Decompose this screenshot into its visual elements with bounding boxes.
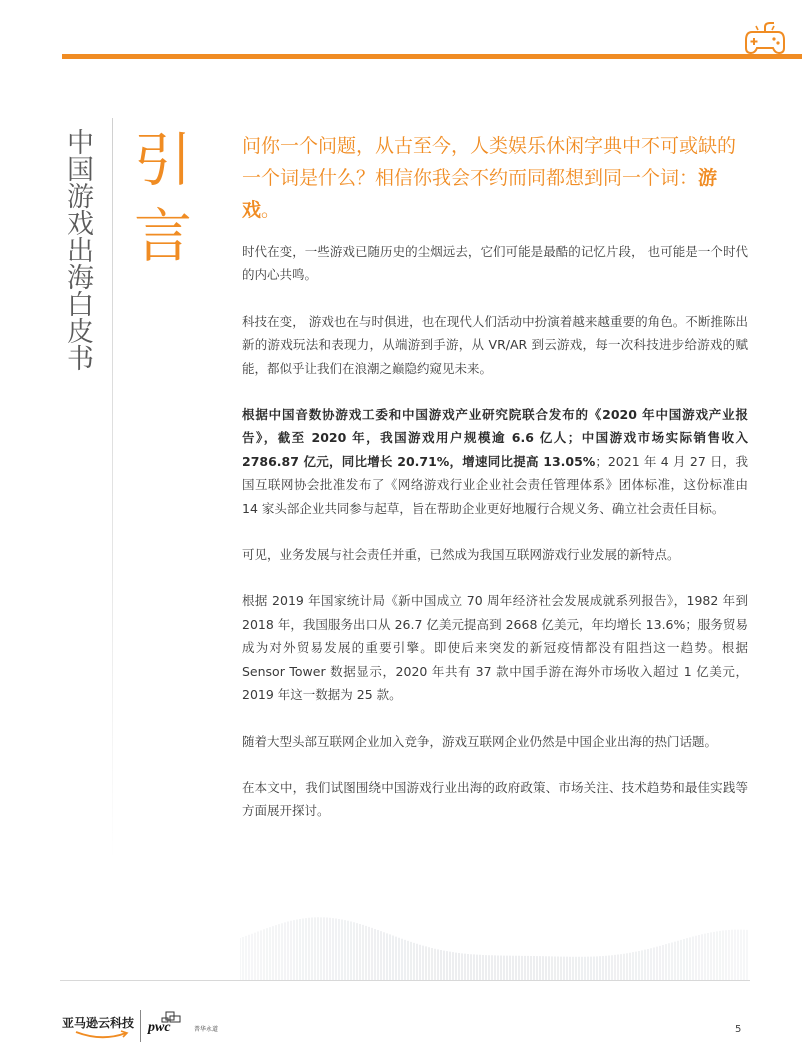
amazon-logo: 亚马逊云科技: [62, 1016, 135, 1030]
main-content: [242, 130, 748, 846]
pwc-logo: pwc: [148, 1020, 171, 1035]
lead-end: 。: [261, 199, 281, 221]
paragraph-rest: ；2021 年 4 月 27 日，我国互联网协会批准发布了《网络游戏行业企业社会责任管理体系》团体标准，这份标准由 14 家头部企业共同参与起草，旨在帮助企业更好地履行合规义务、确立社会责任目标。: [242, 453, 748, 516]
paragraph: [242, 403, 748, 520]
paragraph: 时代在变，一些游戏已随历史的尘烟远去，它们可能是最酷的记忆片段， 也可能是一个时代的内心共鸣。: [242, 244, 748, 283]
amazon-smile-icon: [74, 1030, 130, 1040]
page-number: 5: [735, 1024, 742, 1035]
side-title: 中国游戏出海白皮书: [62, 128, 93, 371]
heading-char: 言: [134, 202, 193, 270]
vertical-divider: [112, 118, 113, 860]
paragraph: 根据 2019 年国家统计局《新中国成立 70 周年经济社会发展成就系列报告》，1982 年到 2018 年，我国服务出口从 26.7 亿美元提高到 2668 亿美元，年均增长 13.6%；服务贸易成为对外贸易发展的重要引擎。即使后来突发的新冠疫情都没有阻挡这一趋势。根据 Sensor Tower 数据显示，2020 年共有 37 款中国手游在海外市场收入超过 1 亿美元，2019 年这一数据为 25 款。: [242, 593, 748, 703]
paragraph: 在本文中，我们试图围绕中国游戏行业出海的政府政策、市场关注、技术趋势和最佳实践等方面展开探讨。: [242, 779, 748, 819]
section-heading: [134, 122, 194, 274]
gamepad-icon: [744, 20, 786, 56]
paragraph: 科技在变， 游戏也在与时俱进，也在现代人们活动中扮演着越来越重要的角色。不断推陈出新的游戏玩法和表现力，从端游到手游，从 VR/AR 到云游戏，每一次科技进步给游戏的赋能，都似乎让我们在浪潮之巅隐约窥见未来。: [242, 313, 748, 376]
logo-divider: [140, 1010, 141, 1042]
heading-char: 引: [134, 126, 193, 194]
top-accent-bar: [62, 54, 802, 59]
lead-question: [242, 130, 748, 226]
decorative-wave: [240, 880, 750, 980]
paragraph: 可见，业务发展与社会责任并重，已然成为我国互联网游戏行业发展的新特点。: [242, 547, 680, 563]
footer-divider-line: [60, 980, 750, 981]
paragraph-bold: 根据中国音数协游戏工委和中国游戏产业研究院联合发布的《2020 年中国游戏产业报告》，截至 2020 年，我国游戏用户规模逾 6.6 亿人；中国游戏市场实际销售收入 2786.87 亿元，同比增长 20.71%，增速同比提高 13.05%: [242, 407, 748, 469]
pwc-chinese-name: 普华永道: [194, 1026, 219, 1033]
lead-highlight: 游戏: [242, 167, 718, 221]
lead-text: 问你一个问题，从古至今，人类娱乐休闲字典中不可或缺的一个词是什么？相信你我会不约而同都想到同一个词：: [242, 135, 737, 189]
paragraph: 随着大型头部互联网企业加入竞争，游戏互联网企业仍然是中国企业出海的热门话题。: [242, 733, 718, 749]
